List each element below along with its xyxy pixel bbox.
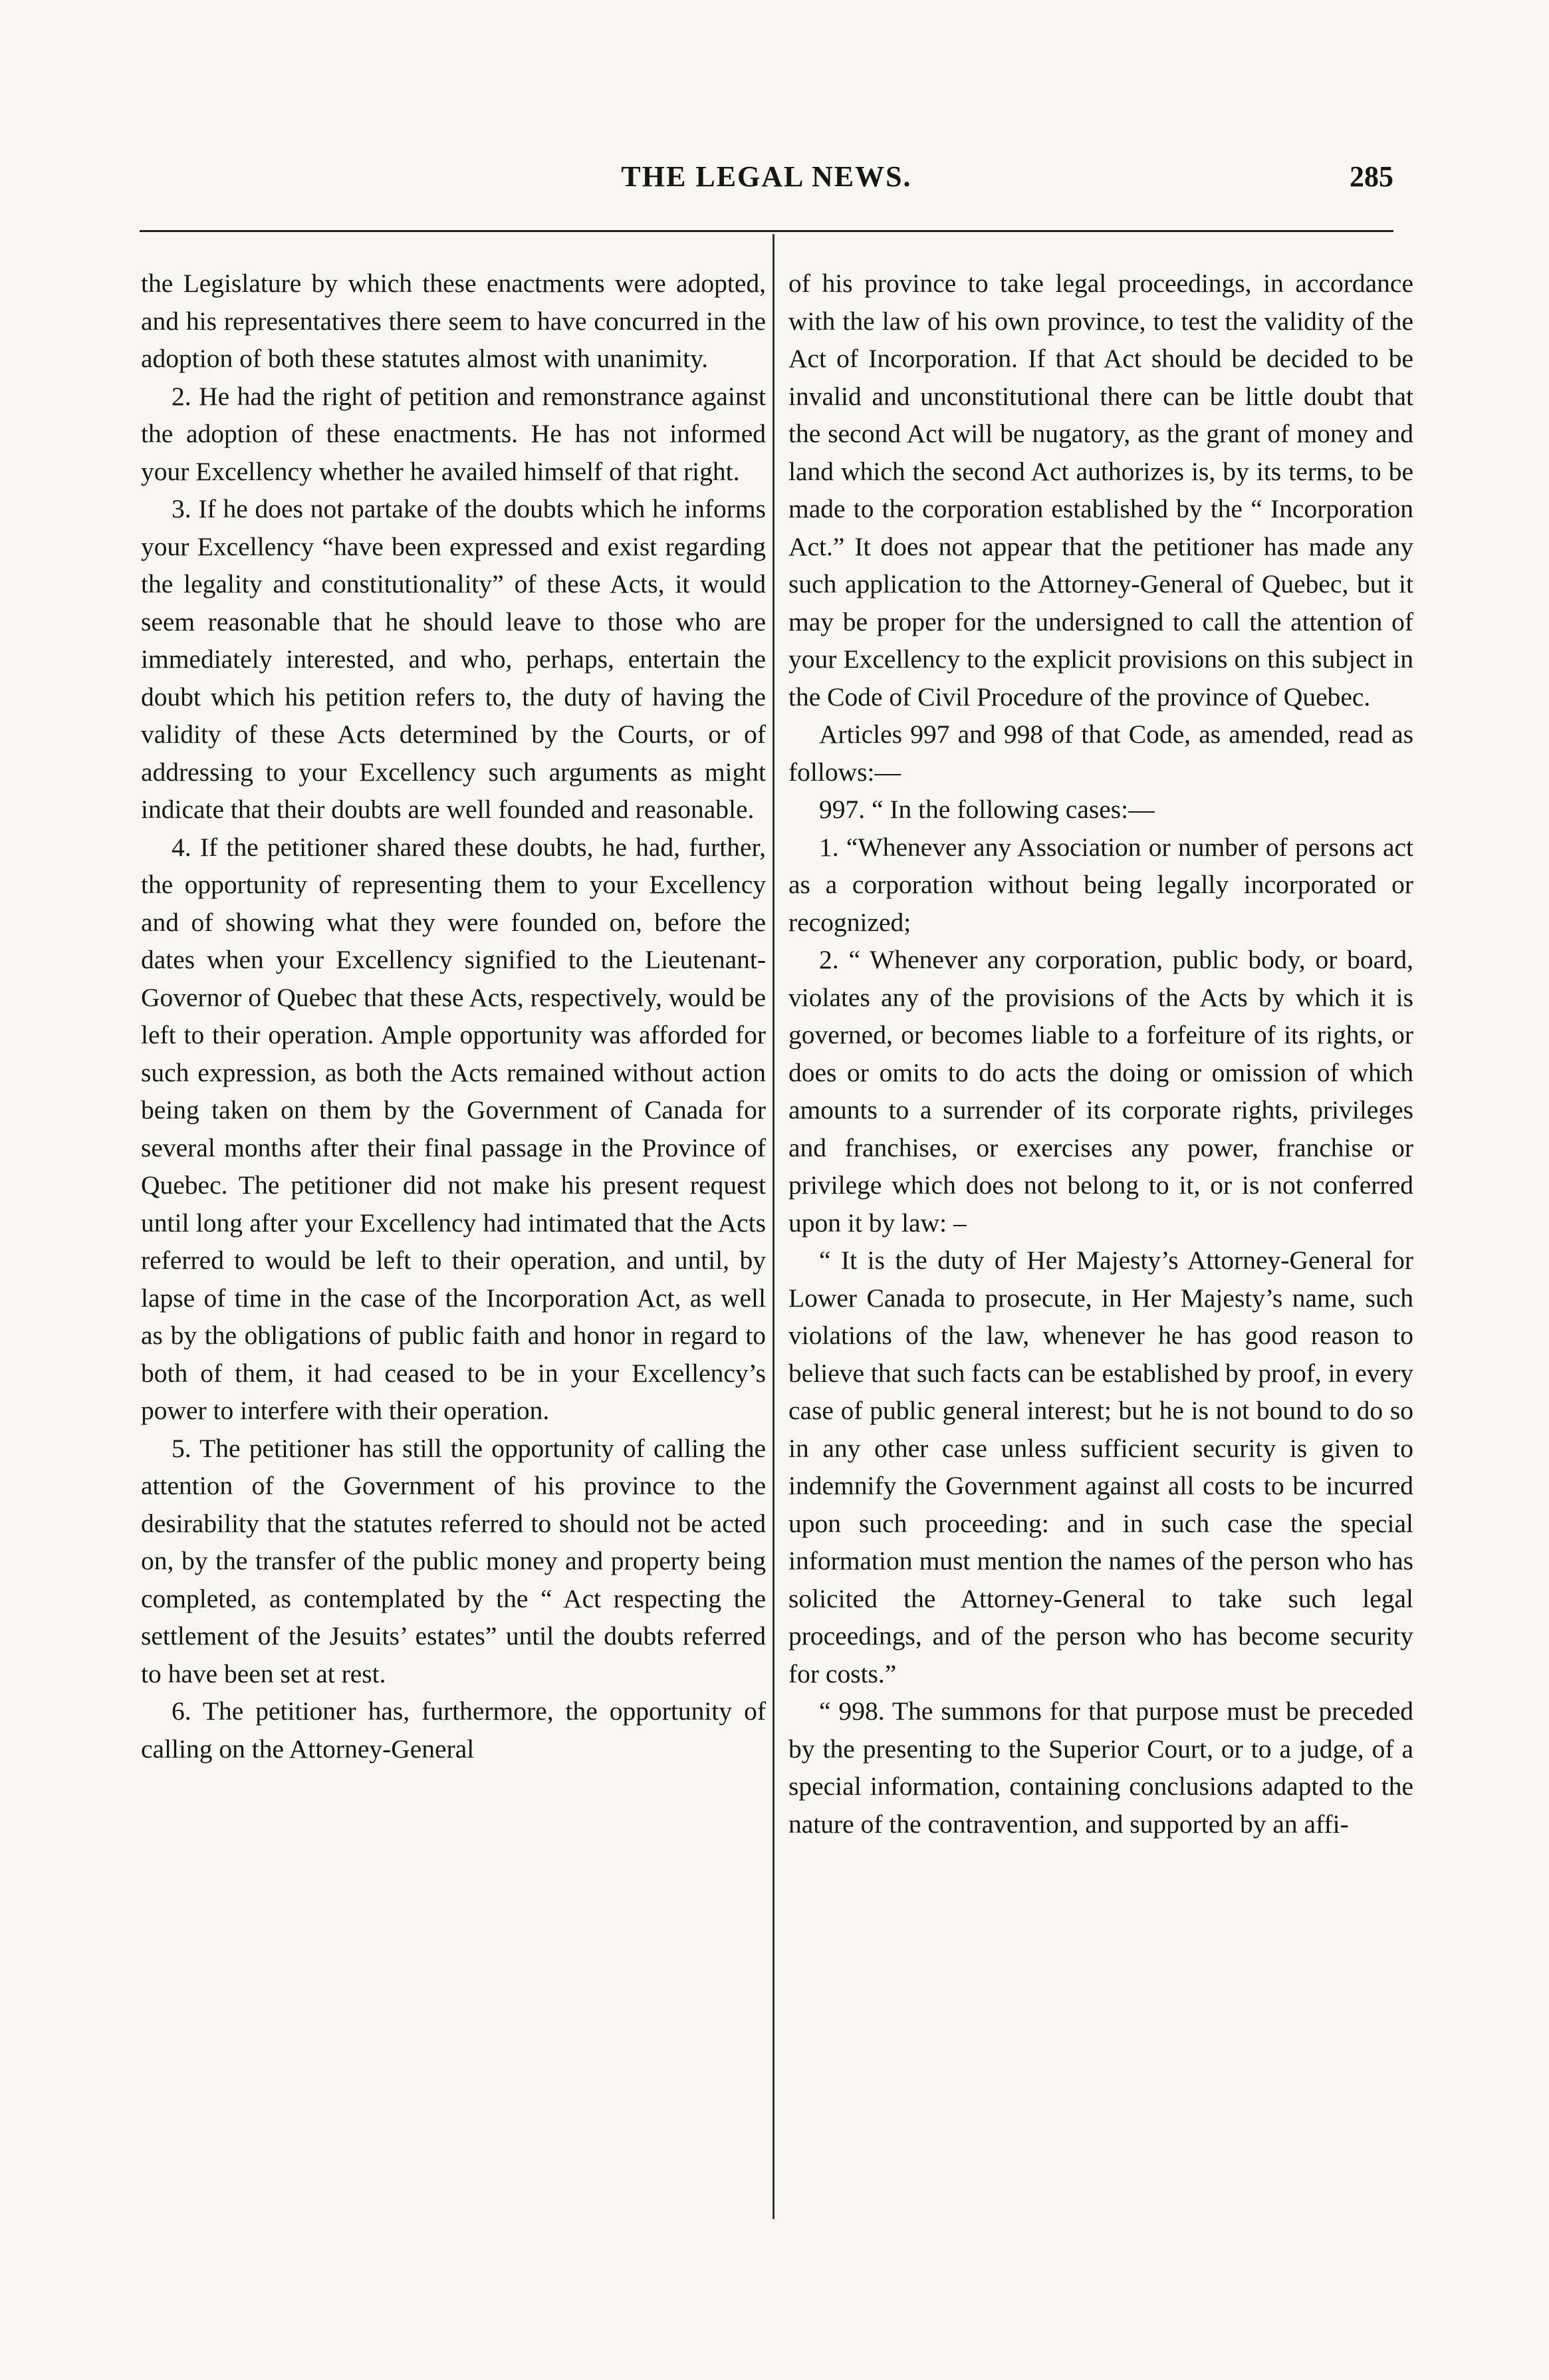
paragraph: “ 998. The summons for that purpose must be preceded by the presenting to the Superior Court, or to a judge, of a special information, containing conclusions adapted to the nature of the contravention, and supported by an affi- bbox=[788, 1696, 1413, 1839]
paragraph: 2. “ Whenever any corporation, public body, or board, violates any of the provisions of the Acts by which it is governed, or becomes liable to a forfeiture of its rights, or does or omits to do acts the doing or omission of which amounts to a surrender of its corporate rights, privileges and franchises, or exercises any power, franchise or privilege which does not belong to it, or is not conferred upon it by law: – bbox=[788, 945, 1413, 1238]
paragraph: 1. “Whenever any Association or number of persons act as a corporation without being legally incorporated or recognized; bbox=[788, 832, 1413, 937]
page-number: 285 bbox=[1350, 160, 1393, 193]
paragraph: 6. The petitioner has, furthermore, the opportunity of calling on the Attorney-General bbox=[141, 1696, 766, 1764]
paragraph: the Legislature by which these enactments were adopted, and his representatives there seem to have concurred in the adoption of both these statutes almost with unanimity. bbox=[141, 269, 766, 373]
paragraph: 3. If he does not partake of the doubts which he informs your Excellency “have been expressed and exist regarding the legality and constitutionality” of these Acts, it would seem reasonable that he should leave to those who are immediately interested, and who, perhaps, entertain the doubt which his petition refers to, the duty of having the validity of these Acts determined by the Courts, or of addressing to your Excellency such arguments as might indicate that their doubts are well founded and reasonable. bbox=[141, 494, 766, 824]
paragraph: 2. He had the right of petition and remonstrance against the adoption of these enactments. He has not informed your Excellency whether he availed himself of that right. bbox=[141, 381, 766, 486]
paragraph: 5. The petitioner has still the opportunity of calling the attention of the Government of his province to the desirability that the statutes referred to should not be acted on, by the transfer of the public money and property being completed, as contemplated by the “ Act respecting the settlement of the Jesuits’ estates” until the doubts referred to have been set at rest. bbox=[141, 1433, 766, 1688]
paragraph: of his province to take legal proceedings, in accordance with the law of his own province, to test the validity of the Act of Incorporation. If that Act should be decided to be invalid and unconstitutional there can be little doubt that the second Act will be nugatory, as the grant of money and land which the second Act authorizes is, by its terms, to be made to the corporation established by the “ Incorporation Act.” It does not appear that the petitioner has made any such application to the Attorney-General of Quebec, but it may be proper for the undersigned to call the attention of your Excellency to the explicit provisions on this subject in the Code of Civil Procedure of the province of Quebec. bbox=[788, 269, 1413, 712]
paragraph: “ It is the duty of Her Majesty’s Attorney-General for Lower Canada to prosecute, in Her Majesty’s name, such violations of the law, whenever he has good reason to believe that such facts can be established by proof, in every case of public general interest; but he is not bound to do so in any other case unless sufficient security is given to indemnify the Government against all costs to be incurred upon such proceeding: and in such case the special information must mention the names of the person who has solicited the Attorney-General to take such legal proceedings, and of the person who has become security for costs.” bbox=[788, 1246, 1413, 1688]
paragraph: 997. “ In the following cases:— bbox=[819, 795, 1155, 824]
header-rule bbox=[140, 230, 1393, 232]
paragraph: 4. If the petitioner shared these doubts, he had, further, the opportunity of representing them to your Excellency and of showing what they were founded on, before the dates when your Excellency signified to the Lieutenant-Governor of Quebec that these Acts, respectively, would be left to their operation. Ample opportunity was afforded for such expression, as both the Acts remained without action being taken on them by the Government of Canada for several months after their final passage in the Province of Quebec. The petitioner did not make his present request until long after your Excellency had intimated that the Acts referred to would be left to their operation, and until, by lapse of time in the case of the Incorporation Act, as well as by the obligations of public faith and honor in regard to both of them, it had ceased to be in your Excellency’s power to interfere with their operation. bbox=[141, 832, 766, 1425]
column-divider bbox=[773, 234, 774, 2219]
right-column bbox=[788, 265, 1413, 1843]
running-title: THE LEGAL NEWS. bbox=[621, 160, 912, 193]
paragraph: Articles 997 and 998 of that Code, as amended, read as follows:— bbox=[788, 720, 1413, 787]
left-column bbox=[141, 265, 766, 1768]
page-header bbox=[140, 160, 1393, 206]
